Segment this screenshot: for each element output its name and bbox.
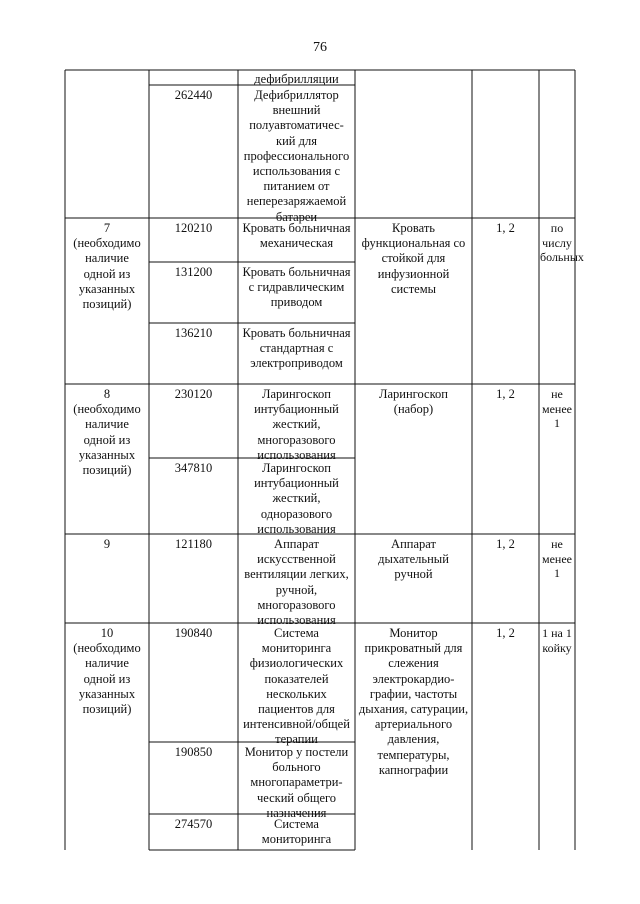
requirement-points: 1, 2 xyxy=(496,221,515,235)
item-name: Ларингоскоп интубационный жесткий, одноразового использования xyxy=(254,461,339,536)
page-number: 76 xyxy=(313,40,327,55)
item-code: 121180 xyxy=(174,537,213,551)
item-name: дефибрилляции xyxy=(254,72,339,86)
item-name: Монитор у постели больного многопараметри-ческий общего назначения xyxy=(244,745,349,820)
quantity: по числу больных xyxy=(540,221,584,264)
item-code: 136210 xyxy=(174,326,213,340)
group-number: 7 (необходимо наличие одной из указанных позиций) xyxy=(73,221,141,312)
item-code: 274570 xyxy=(174,817,213,831)
item-name: Ларингоскоп интубационный жесткий, многоразового использования xyxy=(254,387,339,462)
item-name: Кровать больничная механическая xyxy=(242,221,351,251)
requirement-points: 1, 2 xyxy=(496,387,515,401)
item-code: 262440 xyxy=(174,88,213,102)
item-name: Дефибриллятор внешний полуавтоматичес-кий для профессионального использования с питанием от неперезаряжаемой батареи xyxy=(243,88,350,224)
item-name: Кровать больничная стандартная с электроприводом xyxy=(242,326,351,371)
item-code: 230120 xyxy=(174,387,213,401)
item-code: 120210 xyxy=(174,221,213,235)
quantity: не менее 1 xyxy=(542,537,572,580)
requirement-points: 1, 2 xyxy=(496,537,515,551)
quantity: не менее 1 xyxy=(542,387,572,430)
required-equipment: Монитор прикроватный для слежения электрокардио-графии, частоты дыхания, сатурации, артериального давления, температуры, капнографии xyxy=(358,626,469,777)
item-name: Система мониторинга xyxy=(261,817,332,847)
item-name: Система мониторинга физиологических показателей нескольких пациентов для интенсивной/общей терапии xyxy=(243,626,350,747)
group-number: 8 (необходимо наличие одной из указанных позиций) xyxy=(73,387,141,478)
item-code: 190850 xyxy=(174,745,213,759)
requirement-points: 1, 2 xyxy=(496,626,515,640)
item-code: 131200 xyxy=(174,265,213,279)
required-equipment: Ларингоскоп (набор) xyxy=(379,387,448,417)
item-name: Аппарат искусственной вентиляции легких, ручной, многоразового использования xyxy=(244,537,349,628)
item-code: 190840 xyxy=(174,626,213,640)
item-name: Кровать больничная с гидравлическим приводом xyxy=(242,265,351,310)
group-number: 9 xyxy=(103,537,111,551)
group-number: 10 (необходимо наличие одной из указанных позиций) xyxy=(73,626,141,717)
required-equipment: Аппарат дыхательный ручной xyxy=(378,537,449,582)
quantity: 1 на 1 койку xyxy=(542,626,572,655)
item-code: 347810 xyxy=(174,461,213,475)
required-equipment: Кровать функциональная со стойкой для инфузионной системы xyxy=(361,221,466,296)
